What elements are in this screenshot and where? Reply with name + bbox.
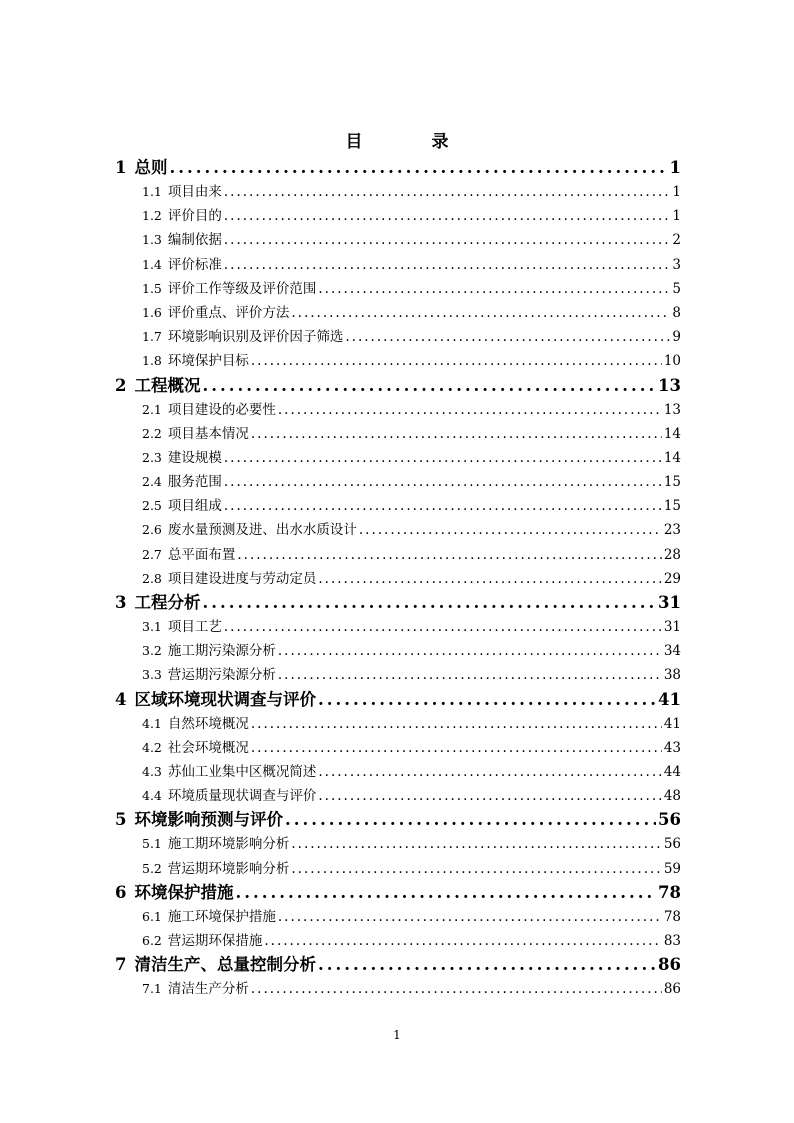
dot-leader: [318, 688, 656, 712]
toc-entry-label: 社会环境概况: [167, 739, 249, 756]
toc-section-entry[interactable]: [115, 180, 681, 204]
dot-leader: [285, 808, 656, 832]
toc-entry-page: 56: [663, 836, 681, 853]
toc-entry-label: 项目组成: [167, 498, 222, 515]
toc-entry-page: 83: [663, 932, 681, 949]
toc-entry-number: 6.2: [142, 932, 162, 948]
toc-section-entry[interactable]: [115, 832, 681, 856]
toc-section-entry[interactable]: [115, 784, 681, 808]
toc-entry-number: 3.1: [142, 619, 162, 634]
dot-leader: [318, 760, 661, 784]
toc-entry-number: 2.2: [142, 425, 162, 441]
toc-entry-page: 1: [669, 158, 681, 177]
dot-leader: [318, 277, 670, 301]
toc-entry-label: 项目基本情况: [167, 425, 249, 442]
toc-entry-label: 施工期环境影响分析: [167, 836, 290, 853]
dot-leader: [224, 615, 662, 639]
toc-entry-page: 2: [672, 232, 681, 249]
toc-section-entry[interactable]: [115, 349, 681, 373]
toc-entry-label: 营运期环境影响分析: [167, 860, 290, 877]
dot-leader: [251, 349, 662, 373]
dot-leader: [202, 591, 656, 615]
toc-entry-number: 2.3: [142, 449, 162, 465]
dot-leader: [224, 180, 671, 204]
toc-entry-label: 区域环境现状调查与评价: [134, 689, 316, 709]
toc-entry-label: 环境保护目标: [167, 353, 249, 370]
toc-section-entry[interactable]: [115, 301, 681, 325]
dot-leader: [224, 446, 662, 470]
toc-entry-number: 6.1: [142, 908, 162, 924]
toc-entry-page: 28: [663, 546, 681, 563]
toc-entry-label: 项目由来: [167, 184, 222, 200]
toc-entry-page: 1: [672, 208, 681, 225]
toc-entry-label: 环境保护措施: [134, 882, 234, 902]
toc-entry-page: 78: [663, 908, 681, 925]
toc-entry-label: 评价重点、评价方法: [167, 304, 290, 321]
dot-leader: [251, 736, 662, 760]
dot-leader: [224, 494, 662, 518]
toc-entry-number: 5.1: [142, 836, 162, 852]
toc-entry-label: 自然环境概况: [167, 715, 249, 732]
dot-leader: [278, 639, 662, 663]
toc-entry-page: 86: [658, 955, 681, 975]
toc-entry-label: 环境影响识别及评价因子筛选: [167, 329, 344, 346]
toc-entry-label: 建设规模: [167, 449, 222, 466]
dot-leader: [224, 253, 671, 277]
toc-entry-number: 4.1: [142, 715, 162, 731]
toc-entry-page: 59: [663, 860, 681, 877]
toc-entry-number: 5: [115, 810, 127, 830]
toc-title: 目 录: [345, 132, 475, 152]
toc-section-entry[interactable]: [115, 543, 681, 567]
toc-entry-number: 1.8: [142, 353, 162, 369]
toc-entry-number: 5.2: [142, 860, 162, 876]
toc-entry-page: 41: [663, 715, 681, 732]
toc-section-entry[interactable]: [115, 494, 681, 518]
toc-entry-number: 2.4: [142, 474, 162, 490]
toc-chapter-entry[interactable]: [115, 156, 681, 180]
toc-entry-number: 1.5: [142, 280, 162, 296]
dot-leader: [278, 398, 662, 422]
toc-entry-label: 评价目的: [167, 208, 222, 225]
toc-entry-label: 评价标准: [167, 256, 222, 273]
toc-section-entry[interactable]: [115, 398, 681, 422]
dot-leader: [169, 156, 667, 180]
toc-entry-number: 2: [115, 375, 127, 395]
dot-leader: [318, 567, 661, 591]
dot-leader: [318, 784, 661, 808]
toc-entry-label: 编制依据: [167, 232, 222, 249]
toc-section-entry[interactable]: [115, 857, 681, 881]
toc-entry-number: 4.2: [142, 739, 162, 755]
toc-entry-page: 29: [663, 570, 681, 587]
toc-entry-label: 环境影响预测与评价: [134, 810, 283, 830]
dot-leader: [359, 518, 662, 542]
toc-entry-page: 13: [663, 401, 681, 418]
toc-entry-number: 6: [115, 882, 127, 902]
table-of-contents: [115, 156, 681, 1001]
toc-entry-number: 2.6: [142, 522, 162, 538]
toc-entry-number: 2.1: [142, 401, 162, 417]
toc-section-entry[interactable]: [115, 422, 681, 446]
toc-chapter-entry[interactable]: [115, 953, 681, 977]
dot-leader: [235, 881, 656, 905]
toc-entry-number: 4.4: [142, 788, 162, 804]
toc-section-entry[interactable]: [115, 905, 681, 929]
toc-entry-page: 48: [663, 788, 681, 805]
toc-section-entry[interactable]: [115, 446, 681, 470]
toc-section-entry[interactable]: [115, 204, 681, 228]
toc-entry-number: 4: [115, 689, 127, 709]
toc-entry-page: 15: [663, 498, 681, 515]
toc-entry-label: 废水量预测及进、出水水质设计: [167, 522, 357, 539]
toc-entry-page: 14: [663, 425, 681, 442]
toc-entry-number: 2.5: [142, 498, 162, 514]
dot-leader: [237, 543, 661, 567]
toc-entry-number: 3.2: [142, 643, 162, 659]
toc-entry-page: 43: [663, 739, 681, 756]
page-number: 1: [393, 1028, 401, 1042]
dot-leader: [291, 832, 661, 856]
toc-section-entry[interactable]: [115, 712, 681, 736]
toc-entry-label: 施工期污染源分析: [167, 643, 276, 660]
toc-entry-label: 营运期环保措施: [167, 932, 263, 949]
toc-entry-label: 工程概况: [134, 375, 201, 395]
toc-section-entry[interactable]: [115, 663, 681, 687]
toc-entry-label: 工程分析: [134, 593, 201, 612]
toc-entry-label: 清洁生产、总量控制分析: [134, 955, 316, 975]
toc-entry-page: 10: [663, 353, 681, 370]
toc-entry-label: 营运期污染源分析: [167, 667, 276, 684]
toc-entry-label: 项目建设进度与劳动定员: [167, 570, 317, 587]
toc-entry-page: 34: [663, 643, 681, 660]
dot-leader: [251, 977, 662, 1001]
toc-entry-number: 1.1: [142, 184, 162, 199]
toc-section-entry[interactable]: [115, 567, 681, 591]
toc-entry-label: 项目建设的必要性: [167, 401, 276, 418]
toc-section-entry[interactable]: [115, 518, 681, 542]
dot-leader: [251, 422, 662, 446]
toc-section-entry[interactable]: [115, 977, 681, 1001]
toc-entry-label: 服务范围: [167, 474, 222, 491]
toc-entry-number: 1.2: [142, 208, 162, 224]
toc-entry-page: 8: [672, 304, 681, 321]
toc-entry-page: 38: [663, 667, 681, 684]
toc-entry-label: 项目工艺: [167, 619, 222, 635]
toc-entry-page: 78: [658, 882, 681, 902]
toc-entry-page: 56: [658, 810, 681, 830]
toc-entry-page: 13: [658, 375, 681, 395]
toc-entry-number: 1.6: [142, 304, 162, 320]
toc-section-entry[interactable]: [115, 736, 681, 760]
toc-entry-number: 2.8: [142, 570, 162, 586]
toc-entry-label: 评价工作等级及评价范围: [167, 280, 317, 297]
toc-entry-label: 总平面布置: [167, 546, 236, 563]
toc-entry-number: 1.3: [142, 232, 162, 248]
toc-entry-page: 1: [672, 184, 681, 200]
toc-entry-page: 41: [658, 689, 681, 709]
toc-chapter-entry[interactable]: [115, 881, 681, 905]
toc-entry-page: 23: [663, 522, 681, 539]
toc-section-entry[interactable]: [115, 929, 681, 953]
toc-section-entry[interactable]: [115, 639, 681, 663]
dot-leader: [224, 470, 662, 494]
toc-entry-page: 86: [663, 981, 681, 998]
toc-chapter-entry[interactable]: [115, 808, 681, 832]
toc-entry-number: 3.3: [142, 667, 162, 683]
toc-chapter-entry[interactable]: [115, 688, 681, 712]
toc-entry-page: 9: [672, 329, 681, 346]
dot-leader: [224, 204, 671, 228]
toc-section-entry[interactable]: [115, 615, 681, 639]
toc-entry-number: 1.4: [142, 256, 162, 272]
dot-leader: [318, 953, 656, 977]
dot-leader: [251, 712, 662, 736]
dot-leader: [291, 857, 661, 881]
dot-leader: [202, 374, 656, 398]
toc-entry-page: 5: [672, 280, 681, 297]
toc-chapter-entry[interactable]: [115, 374, 681, 398]
toc-section-entry[interactable]: [115, 470, 681, 494]
toc-entry-page: 31: [658, 593, 681, 612]
toc-section-entry[interactable]: [115, 253, 681, 277]
dot-leader: [345, 325, 670, 349]
dot-leader: [291, 301, 670, 325]
dot-leader: [224, 228, 671, 252]
toc-entry-page: 15: [663, 474, 681, 491]
toc-section-entry[interactable]: [115, 228, 681, 252]
toc-entry-number: 7.1: [142, 981, 162, 997]
toc-entry-number: 7: [115, 955, 127, 975]
toc-entry-label: 总则: [134, 158, 168, 177]
toc-entry-label: 清洁生产分析: [167, 981, 249, 998]
toc-entry-number: 1: [115, 158, 127, 177]
toc-entry-page: 44: [663, 763, 681, 780]
toc-entry-number: 3: [115, 593, 127, 612]
dot-leader: [278, 663, 662, 687]
dot-leader: [264, 929, 661, 953]
toc-section-entry[interactable]: [115, 325, 681, 349]
toc-entry-label: 施工环境保护措施: [167, 908, 276, 925]
toc-entry-number: 2.7: [142, 546, 162, 562]
toc-entry-label: 苏仙工业集中区概况简述: [167, 763, 317, 780]
toc-entry-page: 31: [663, 619, 681, 635]
dot-leader: [278, 905, 662, 929]
toc-chapter-entry[interactable]: [115, 591, 681, 615]
toc-entry-label: 环境质量现状调查与评价: [167, 788, 317, 805]
toc-entry-number: 1.7: [142, 329, 162, 345]
toc-section-entry[interactable]: [115, 277, 681, 301]
toc-section-entry[interactable]: [115, 760, 681, 784]
toc-entry-page: 14: [663, 449, 681, 466]
toc-entry-page: 3: [672, 256, 681, 273]
toc-entry-number: 4.3: [142, 763, 162, 779]
